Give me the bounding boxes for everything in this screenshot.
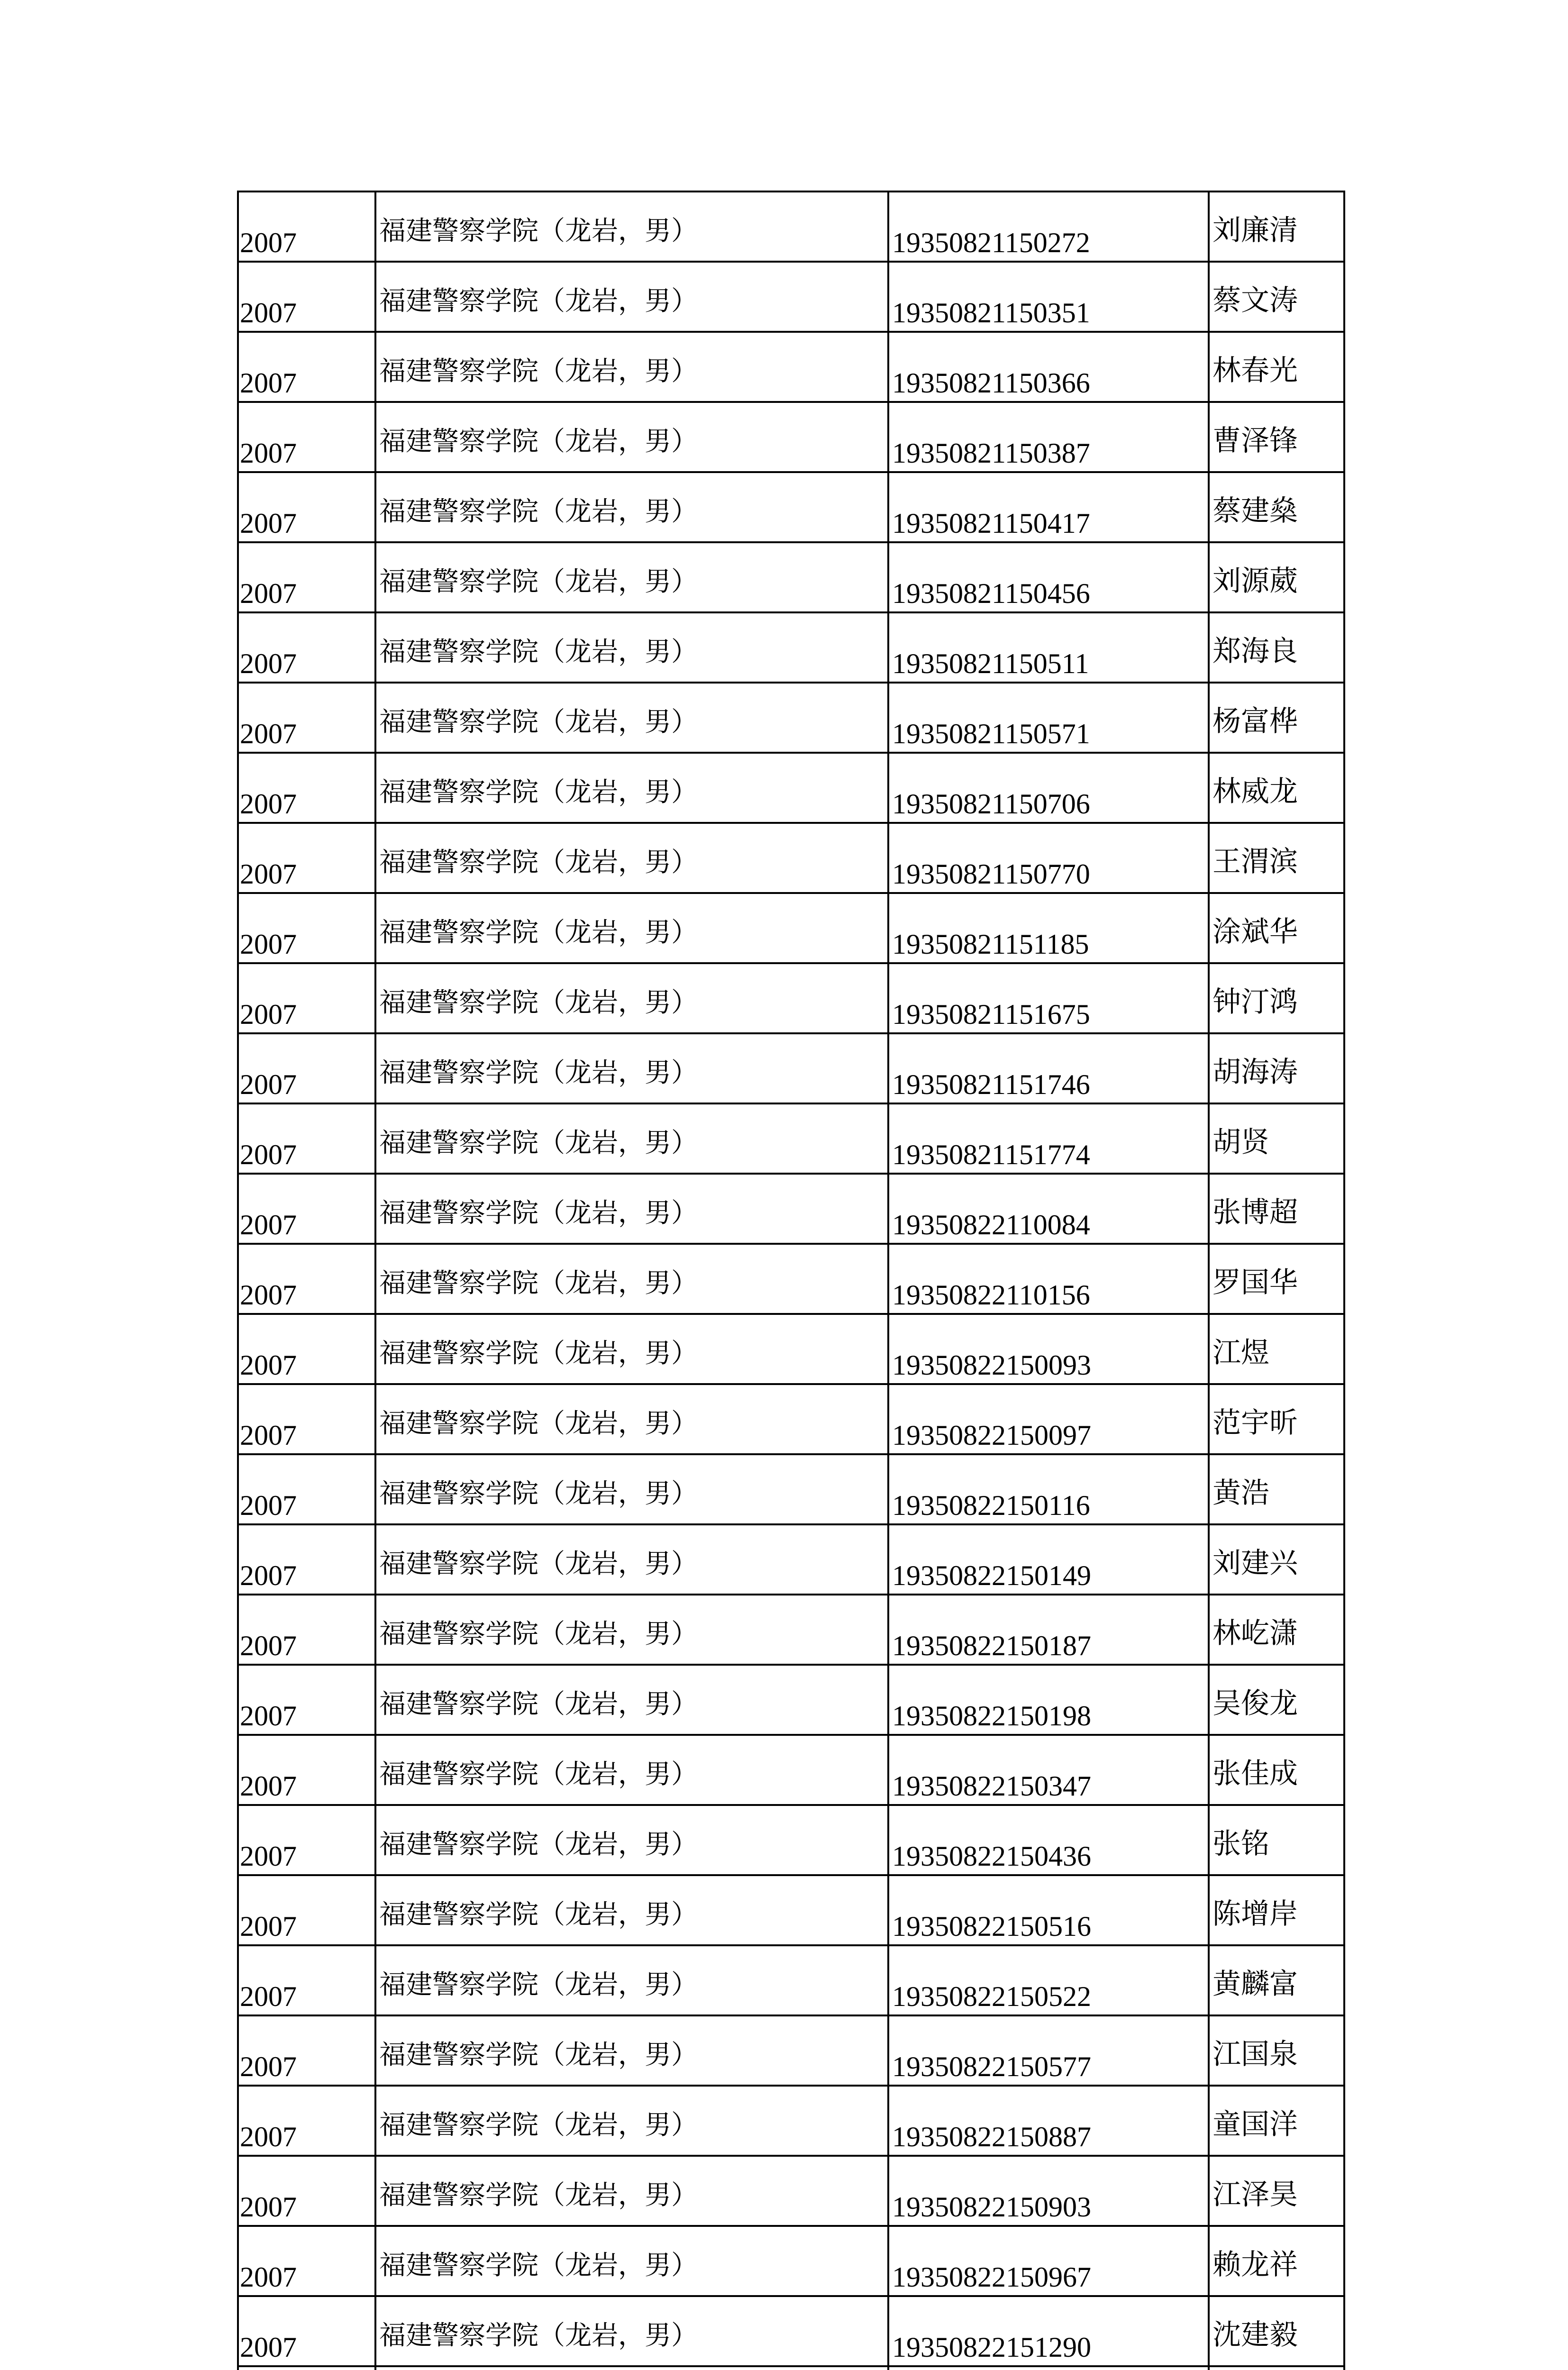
cell-candidate-id: 19350822150577 [888,2015,1209,2086]
table-row [238,963,1344,1033]
table-row [238,262,1344,332]
cell-name: 胡贤 [1209,1103,1344,1174]
table-row [238,823,1344,893]
cell-name: 钟汀鸿 [1209,963,1344,1033]
cell-school: 福建警察学院（龙岩，男） [375,1805,888,1875]
cell-year: 2007 [238,1805,375,1875]
cell-year: 2007 [238,1244,375,1314]
table-row [238,1735,1344,1805]
cell-name: 曹泽锋 [1209,402,1344,472]
cell-year: 2007 [238,683,375,753]
cell-school: 福建警察学院（龙岩，男） [375,1595,888,1665]
cell-year: 2007 [238,1033,375,1103]
cell-candidate-id: 19350821151774 [888,1103,1209,1174]
cell-year: 2007 [238,1384,375,1454]
cell-year [238,2366,375,2370]
cell-school: 福建警察学院（龙岩，男） [375,1524,888,1595]
cell-candidate-id: 19350822150967 [888,2226,1209,2296]
cell-year: 2007 [238,1665,375,1735]
cell-school: 福建警察学院（龙岩，男） [375,1384,888,1454]
cell-candidate-id: 19350821150511 [888,612,1209,683]
cell-school: 福建警察学院（龙岩，男） [375,472,888,542]
cell-school: 福建警察学院（龙岩，男） [375,1103,888,1174]
cell-name: 蔡文涛 [1209,262,1344,332]
cell-candidate-id: 19350822150116 [888,1454,1209,1524]
cell-year: 2007 [238,2086,375,2156]
cell-year: 2007 [238,542,375,612]
cell-candidate-id: 19350821150351 [888,262,1209,332]
cell-year: 2007 [238,2226,375,2296]
cell-school: 福建警察学院（龙岩，男） [375,191,888,262]
cell-name: 刘源葳 [1209,542,1344,612]
table-row [238,683,1344,753]
cell-year: 2007 [238,2296,375,2366]
cell-year: 2007 [238,753,375,823]
cell-school: 福建警察学院（龙岩，男） [375,1314,888,1384]
table-row [238,2086,1344,2156]
table-row [238,1033,1344,1103]
table-row [238,2015,1344,2086]
cell-name: 黄浩 [1209,1454,1344,1524]
cell-school: 福建警察学院（龙岩，男） [375,612,888,683]
cell-candidate-id: 19350822150516 [888,1875,1209,1945]
cell-candidate-id: 19350822150198 [888,1665,1209,1735]
cell-year: 2007 [238,1454,375,1524]
cell-name: 黄麟富 [1209,1945,1344,2015]
cell-name: 沈建毅 [1209,2296,1344,2366]
cell-year: 2007 [238,1103,375,1174]
cell-candidate-id: 19350822150149 [888,1524,1209,1595]
cell-school: 福建警察学院（龙岩，男） [375,1454,888,1524]
cell-candidate-id: 19350822151290 [888,2296,1209,2366]
cell-school: 福建警察学院（龙岩，男） [375,1875,888,1945]
cell-year: 2007 [238,262,375,332]
cell-name: 范宇昕 [1209,1384,1344,1454]
table-row [238,1945,1344,2015]
admission-table [237,191,1345,2370]
cell-candidate-id: 19350822150522 [888,1945,1209,2015]
cell-year: 2007 [238,1875,375,1945]
cell-school: 福建警察学院（龙岩，男） [375,753,888,823]
cell-school: 福建警察学院（龙岩，男） [375,2086,888,2156]
cell-school: 福建警察学院（龙岩，男） [375,262,888,332]
cell-name: 杨富桦 [1209,683,1344,753]
cell-year: 2007 [238,1314,375,1384]
cell-school: 福建警察学院（龙岩，男） [375,402,888,472]
cell-year: 2007 [238,823,375,893]
cell-year: 2007 [238,963,375,1033]
cell-school: 福建警察学院（龙岩，男） [375,2015,888,2086]
cell-candidate-id: 19350821150387 [888,402,1209,472]
cell-name: 赖龙祥 [1209,2226,1344,2296]
cell-school [375,2366,888,2370]
table-row [238,1665,1344,1735]
table-row [238,612,1344,683]
table-row [238,402,1344,472]
table-row [238,2366,1344,2370]
cell-candidate-id: 19350821150456 [888,542,1209,612]
cell-school: 福建警察学院（龙岩，男） [375,1033,888,1103]
table-row [238,1595,1344,1665]
cell-name: 吴俊龙 [1209,1665,1344,1735]
table-body [238,191,1344,2370]
cell-year: 2007 [238,332,375,402]
cell-school: 福建警察学院（龙岩，男） [375,2156,888,2226]
cell-year: 2007 [238,2156,375,2226]
cell-candidate-id: 19350821150571 [888,683,1209,753]
cell-year: 2007 [238,1174,375,1244]
cell-candidate-id: 19350821151675 [888,963,1209,1033]
table-row [238,1454,1344,1524]
cell-school: 福建警察学院（龙岩，男） [375,542,888,612]
table-row [238,332,1344,402]
cell-school: 福建警察学院（龙岩，男） [375,2226,888,2296]
cell-candidate-id: 19350821151746 [888,1033,1209,1103]
table-row [238,1805,1344,1875]
cell-name: 张铭 [1209,1805,1344,1875]
cell-candidate-id: 19350822150887 [888,2086,1209,2156]
cell-year: 2007 [238,1524,375,1595]
cell-school: 福建警察学院（龙岩，男） [375,1174,888,1244]
table-row [238,191,1344,262]
cell-school: 福建警察学院（龙岩，男） [375,1945,888,2015]
cell-school: 福建警察学院（龙岩，男） [375,1735,888,1805]
table-row [238,2296,1344,2366]
cell-candidate-id: 19350822110156 [888,1244,1209,1314]
cell-name: 胡海涛 [1209,1033,1344,1103]
table-row [238,472,1344,542]
cell-name: 张佳成 [1209,1735,1344,1805]
cell-name: 童国洋 [1209,2086,1344,2156]
cell-candidate-id: 19350821150770 [888,823,1209,893]
cell-name: 江泽昊 [1209,2156,1344,2226]
cell-name: 林屹潇 [1209,1595,1344,1665]
cell-candidate-id: 19350821150366 [888,332,1209,402]
cell-name: 王渭滨 [1209,823,1344,893]
table-row [238,893,1344,963]
table-row [238,1103,1344,1174]
cell-name: 郑海良 [1209,612,1344,683]
cell-school: 福建警察学院（龙岩，男） [375,683,888,753]
table-row [238,1875,1344,1945]
cell-candidate-id: 19350822150436 [888,1805,1209,1875]
cell-name: 罗国华 [1209,1244,1344,1314]
cell-candidate-id: 19350822150187 [888,1595,1209,1665]
cell-school: 福建警察学院（龙岩，男） [375,332,888,402]
cell-candidate-id: 19350822110084 [888,1174,1209,1244]
cell-year: 2007 [238,472,375,542]
cell-year: 2007 [238,191,375,262]
cell-school: 福建警察学院（龙岩，男） [375,2296,888,2366]
table-row [238,1244,1344,1314]
cell-year: 2007 [238,2015,375,2086]
cell-school: 福建警察学院（龙岩，男） [375,1244,888,1314]
cell-year: 2007 [238,1945,375,2015]
cell-candidate-id: 19350821151185 [888,893,1209,963]
cell-school: 福建警察学院（龙岩，男） [375,963,888,1033]
cell-name: 蔡建燊 [1209,472,1344,542]
table-row [238,542,1344,612]
cell-school: 福建警察学院（龙岩，男） [375,823,888,893]
cell-candidate-id: 19350822150347 [888,1735,1209,1805]
table-row [238,1174,1344,1244]
cell-candidate-id: 19350822150903 [888,2156,1209,2226]
table-row [238,1314,1344,1384]
cell-candidate-id [888,2366,1209,2370]
cell-candidate-id: 19350821150417 [888,472,1209,542]
table-row [238,753,1344,823]
cell-name [1209,2366,1344,2370]
cell-year: 2007 [238,402,375,472]
cell-name: 刘建兴 [1209,1524,1344,1595]
cell-name: 林春光 [1209,332,1344,402]
cell-candidate-id: 19350821150706 [888,753,1209,823]
cell-school: 福建警察学院（龙岩，男） [375,1665,888,1735]
cell-name: 刘廉清 [1209,191,1344,262]
table-row [238,2226,1344,2296]
cell-name: 涂斌华 [1209,893,1344,963]
table-row [238,1524,1344,1595]
cell-year: 2007 [238,612,375,683]
table-row [238,2156,1344,2226]
cell-name: 江煜 [1209,1314,1344,1384]
cell-year: 2007 [238,1735,375,1805]
table-row [238,1384,1344,1454]
cell-name: 陈增岸 [1209,1875,1344,1945]
cell-year: 2007 [238,893,375,963]
cell-candidate-id: 19350822150097 [888,1384,1209,1454]
cell-year: 2007 [238,1595,375,1665]
cell-name: 张博超 [1209,1174,1344,1244]
cell-name: 林威龙 [1209,753,1344,823]
cell-name: 江国泉 [1209,2015,1344,2086]
cell-candidate-id: 19350821150272 [888,191,1209,262]
cell-school: 福建警察学院（龙岩，男） [375,893,888,963]
cell-candidate-id: 19350822150093 [888,1314,1209,1384]
